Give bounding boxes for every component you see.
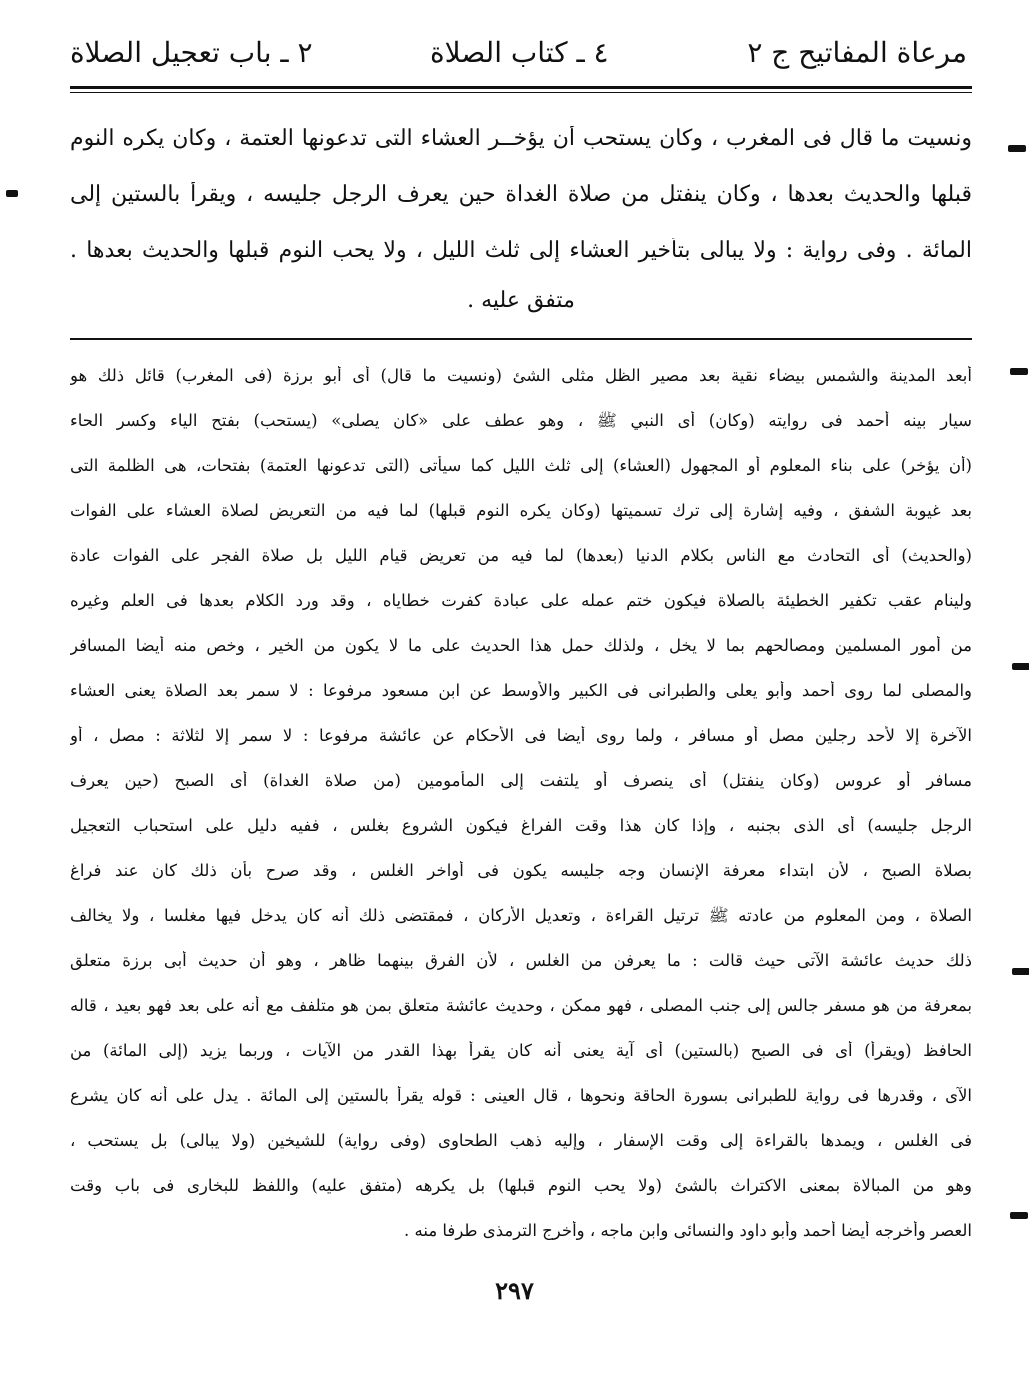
commentary-line: الآخرة إلا لأحد رجلين مصل أو مسافر ، ولما روى أيضا فى الأحكام عن عائشة مرفوعا : لا سمر إلا لثلاثة : مصل ، أو [70,726,972,745]
section-divider [70,338,972,340]
header-book-title: مرعاة المفاتيح ج ٢ [747,36,967,69]
margin-mark [1012,968,1029,975]
commentary-line: الرجل جليسه) أى الذى بجنبه ، وإذا كان هذا وقت الفراغ فيكون الشروع بغلس ، ففيه دليل على استحباب التعجيل [70,816,972,835]
commentary-line: ولينام عقب تكفير الخطيئة بالصلاة فيكون ختم عمله على عبادة كفرت خطاياه ، وقد ورد الكلام بعدها فى العلم وغيره [70,591,972,610]
hadith-line: المائة . وفى رواية : ولا يبالى بتأخير العشاء إلى ثلث الليل ، ولا يحب النوم قبلها والحديث بعدها . [70,238,972,263]
commentary-line: بعد غيوبة الشفق ، وفيه إشارة إلى ترك تسميتها (وكان يكره النوم قبلها) لما فيه من التعريض لصلاة العشاء على الفوات [70,501,972,520]
commentary-line: العصر وأخرجه أيضا أحمد وأبو داود والنسائى وابن ماجه ، وأخرج الترمذى طرفا منه . [404,1221,972,1240]
commentary-line: وهو من المبالاة بمعنى الاكتراث بالشئ (ولا يحب النوم قبلها) بل يكرهه (متفق عليه) واللفظ للبخارى فى باب وقت [70,1176,972,1195]
margin-mark [1012,663,1029,670]
header-rule-thick [70,86,972,89]
commentary-line: بصلاة الصبح ، لأن ابتداء معرفة الإنسان وجه جليسه يكون فى أواخر الغلس ، وقد صرح بأن ذلك كان عند فراغ [70,861,972,880]
header-chapter-title: ٤ ـ كتاب الصلاة [430,36,609,69]
commentary-line: ذلك حديث عائشة الآتى حيث قالت : ما يعرفن من الغلس ، لأن الفرق بينهما ظاهر ، وهو أن حديث أبى برزة متعلق [70,951,972,970]
commentary-line: الحافظ (ويقرأ) أى فى الصبح (بالستين) أى آية يعنى أنه كان يقرأ بهذا القدر من الآيات ، وربما يزيد (إلى المائة) من [70,1041,972,1060]
commentary-line: بمعرفة من هو مسفر جالس إلى جنب المصلى ، فهو ممكن ، وحديث عائشة متعلق بمن هو متلفف مع أنه على بعد فهو بعيد ، قاله [70,996,972,1015]
commentary-line: فى الغلس ، ويمدها بالقراءة إلى وقت الإسفار ، وإليه ذهب الطحاوى (وفى رواية) للشيخين (ولا يبالى) بل يستحب ، [70,1131,972,1150]
page-number: ٢٩٧ [495,1276,534,1305]
commentary-line: سيار بينه أحمد فى روايته (وكان) أى النبي ﷺ ، وهو عطف على «كان يصلى» (يستحب) بفتح الياء وكسر الحاء [70,411,972,430]
header-rule-thin [70,92,972,93]
header-section-title: ٢ ـ باب تعجيل الصلاة [70,36,313,69]
margin-mark [6,190,18,197]
commentary-line: (أن يؤخر) على بناء المعلوم أو المجهول (العشاء) إلى ثلث الليل كما سيأتى (التى تدعونها العتمة) بفتحات، هى الظلمة التى [70,456,972,475]
commentary-line: (والحديث) أى التحادث مع الناس بكلام الدنيا (بعدها) لما فيه من تعريض قيام الليل بل صلاة الفجر على الفوات عادة [70,546,972,565]
commentary-line: الصلاة ، ومن المعلوم من عادته ﷺ ترتيل القراءة ، وتعديل الأركان ، فمقتضى ذلك أنه كان يدخل فيها مغلسا ، ولا يخالف [70,906,972,925]
commentary-line: أبعد المدينة والشمس بيضاء نقية بعد مصير الظل مثلى الشئ (ونسيت ما قال) أى أبو برزة (فى المغرب) قائل ذلك هو [70,366,972,385]
commentary-line: مسافر أو عروس (وكان ينفتل) أى ينصرف أو يلتفت إلى المأمومين (من صلاة الغداة) أى الصبح (حين يعرف [70,771,972,790]
hadith-line: متفق عليه . [467,288,575,313]
commentary-line: الآى ، وقدرها فى رواية للطبرانى بسورة الحاقة ونحوها ، قال العينى : قوله يقرأ بالستين إلى المائة . يدل على أنه كان يشرع [70,1086,972,1105]
commentary-line: والمصلى لما روى أحمد وأبو يعلى والطبرانى فى الكبير والأوسط عن ابن مسعود مرفوعا : لا سمر بعد الصلاة يعنى العشاء [70,681,972,700]
hadith-line: قبلها والحديث بعدها ، وكان ينفتل من صلاة الغداة حين يعرف الرجل جليسه ، ويقرأ بالستين إلى [70,182,972,207]
margin-mark [1008,145,1026,152]
margin-mark [1010,368,1028,375]
margin-mark [1010,1212,1028,1219]
commentary-line: من أمور المسلمين ومصالحهم بما لا يخل ، ولذلك حمل هذا الحديث على ما لا يكون من الخير ، وخص منه أيضا المسافر [70,636,972,655]
hadith-line: ونسيت ما قال فى المغرب ، وكان يستحب أن يؤخــر العشاء التى تدعونها العتمة ، وكان يكره النوم [70,126,972,151]
